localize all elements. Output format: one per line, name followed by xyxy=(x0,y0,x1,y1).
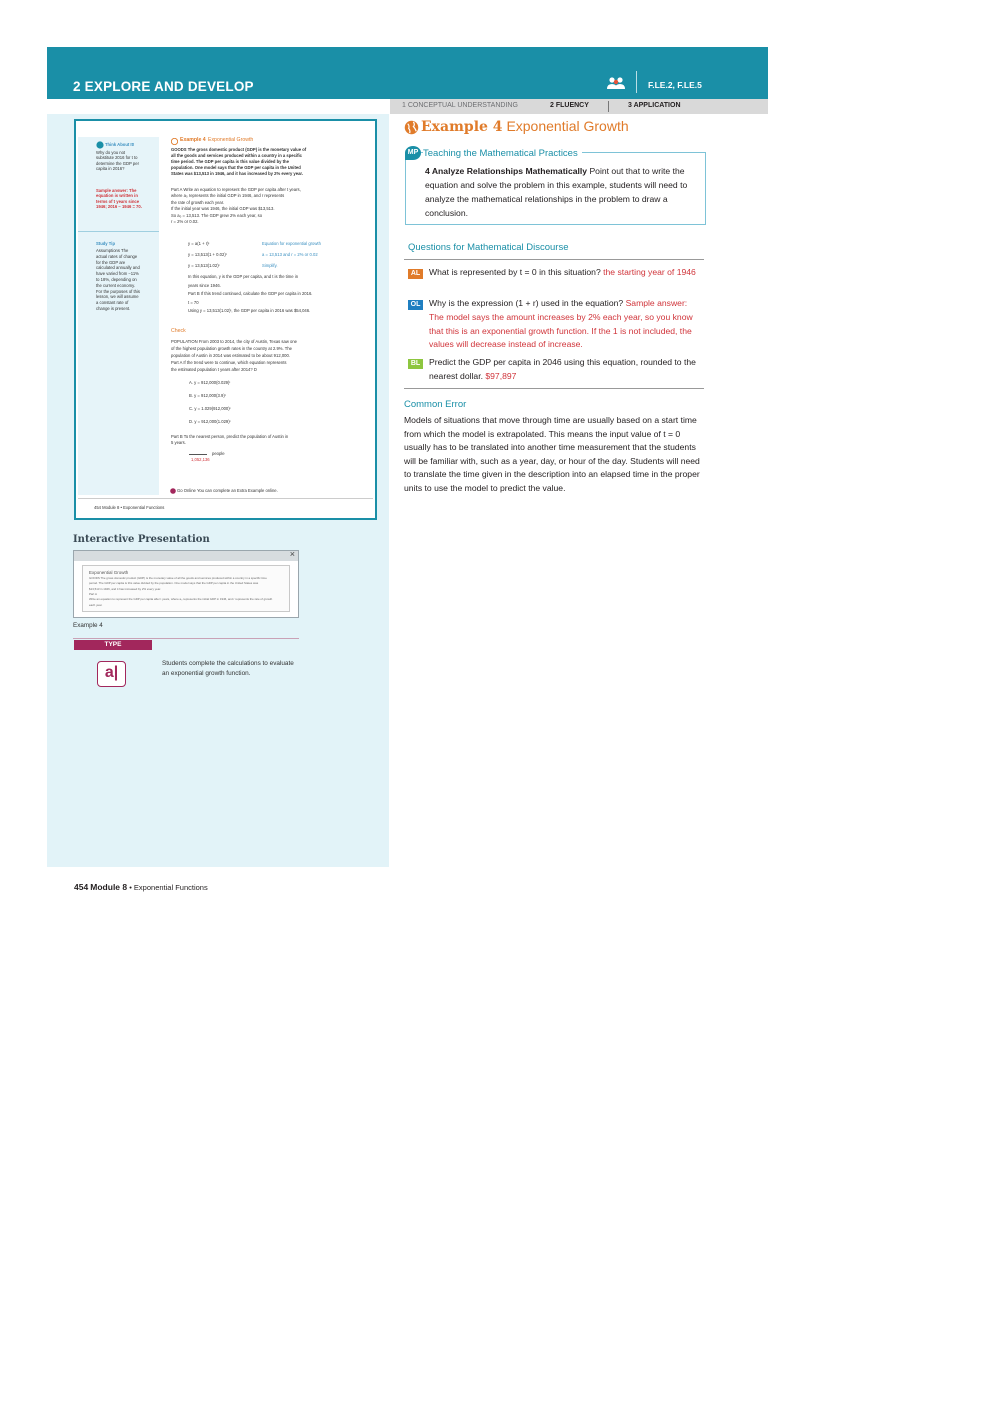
group-work-icon xyxy=(606,76,626,90)
level-application: 3 APPLICATION xyxy=(628,102,681,109)
go-online-text: Go Online You can complete an Extra Example online. xyxy=(177,488,278,493)
part-b-line: years since 1946. xyxy=(188,282,221,288)
footer-topic: • Exponential Functions xyxy=(129,883,208,892)
question-al-text: What is represented by t = 0 in this situation? xyxy=(429,267,604,277)
sidebar-divider xyxy=(78,231,159,232)
part-a-line: If the initial year was 1946, the initial GDP was $13,513. xyxy=(171,206,275,212)
ol-badge: OL xyxy=(408,300,423,310)
teaching-practices-text xyxy=(425,164,697,220)
thumb-footer-rule xyxy=(78,498,373,499)
study-line: For the purposes of this xyxy=(96,288,140,294)
equation-line: y = 13,513(1 + 0.02)ᵗ xyxy=(188,252,227,257)
question-bl xyxy=(429,356,704,384)
check-line: of the highest population growth rates in the country at 2.9%. The xyxy=(171,346,292,351)
discourse-bottom-rule xyxy=(404,388,704,389)
practice-name: 4 Analyze Relationships Mathematically xyxy=(425,166,588,176)
part-b-line: Part B If this trend continued, calculate the GDP per capita in 2016. xyxy=(188,291,313,297)
sample-line: equation is written in xyxy=(96,193,138,199)
study-line: have varied from −11% xyxy=(96,271,139,277)
standards-label: F.LE.2, F.LE.5 xyxy=(648,80,702,90)
question-bl-answer: $97,897 xyxy=(485,370,517,381)
footer-module: Module 8 xyxy=(90,882,128,892)
question-al-answer: the starting year of 1946 xyxy=(603,267,696,277)
header-divider xyxy=(636,71,637,93)
question-ol xyxy=(429,297,704,352)
study-line: to 18%, depending on xyxy=(96,277,137,282)
part-b-line: Using y = 13,513(1.02)ᵗ, the GDP per capita in 2016 was $54,046. xyxy=(188,308,311,314)
close-icon[interactable]: × xyxy=(289,549,295,559)
presentation-window-bar xyxy=(74,551,298,561)
check-title: Check xyxy=(171,328,186,334)
example-heading xyxy=(404,118,629,135)
discourse-top-rule xyxy=(404,259,704,260)
study-line: Assumptions The xyxy=(96,248,129,253)
slide-line: period. The GDP per capita is this value divided by the population. One model says that the GDP per capita in the United States was xyxy=(89,581,259,586)
answer-blank xyxy=(189,454,207,455)
thumb-example-label: Example 4 xyxy=(180,137,206,143)
think-line: determine the GDP per xyxy=(96,160,139,166)
think-line: substitute 2016 for t to xyxy=(96,155,138,161)
equation-note-line: Equation for exponential growth xyxy=(262,241,321,246)
text-entry-icon: a| xyxy=(97,661,126,687)
sample-line: 1946; 2016 − 1946 = 70. xyxy=(96,203,142,209)
think-title: Think About It! xyxy=(105,142,135,147)
check-line: population of Austin in 2014 was estimated to be about 912,000. xyxy=(171,353,290,358)
option-line: A. y = 912,000(0.029)ᵗ xyxy=(189,380,231,385)
goods-line: GOODS The gross domestic product (GDP) is the monetary value of xyxy=(171,147,307,152)
equation-line: y = 13,513(1.02)ᵗ xyxy=(188,263,220,268)
discourse-questions-title: Questions for Mathematical Discourse xyxy=(408,242,569,253)
part-a-line: r = 2% or 0.02. xyxy=(171,219,199,224)
sample-line: terms of t years since xyxy=(96,198,140,204)
study-line: for the GDP are xyxy=(96,259,126,265)
part-a-line: Part A Write an equation to represent the GDP per capita after t years, xyxy=(171,187,301,192)
check-b-line: 5 years. xyxy=(171,440,186,446)
people-label: people xyxy=(212,451,225,456)
level-fluency: 2 FLUENCY xyxy=(550,102,589,109)
study-line: actual rates of change xyxy=(96,253,138,259)
part-a-line: where a₀ represents the initial GDP in 1946, and r represents xyxy=(171,193,285,199)
bl-badge: BL xyxy=(408,359,423,369)
common-error-title: Common Error xyxy=(404,399,467,410)
example-name: Exponential Growth xyxy=(506,118,629,134)
think-line: capita in 2016? xyxy=(96,165,125,171)
slide-line: Part A xyxy=(89,591,97,596)
part-b-line: In this equation, y is the GDP per capita, and t is the time in xyxy=(188,274,299,279)
study-line: a constant rate of xyxy=(96,300,129,306)
question-ol-answer: Sample answer: The model says the amount increases by 2% each year, so you know that this is an exponential growth function. If the 1 is not included, the values will decrease instead of increase. xyxy=(429,298,693,350)
presentation-slide xyxy=(82,565,290,612)
example-label: Example 4 xyxy=(421,119,503,135)
slide-line: GOODS The gross domestic product (GDP) is the monetary value of all the goods and services produced within a country in a specific time xyxy=(89,576,267,580)
question-al xyxy=(429,266,704,280)
type-rule xyxy=(73,638,299,639)
think-icon xyxy=(96,141,104,149)
student-page-thumbnail xyxy=(74,119,377,520)
presentation-window[interactable] xyxy=(73,550,299,618)
option-line: B. y = 912,000(3.9)ᵗ xyxy=(189,393,226,398)
thumb-example-name: Exponential Growth xyxy=(208,137,254,143)
interactive-presentation-title: Interactive Presentation xyxy=(73,534,210,545)
level-strip xyxy=(390,99,768,114)
sample-line: Sample answer: The xyxy=(96,188,137,193)
option-line: D. y = 912,000(1.029)ᵗ xyxy=(189,419,231,424)
slide-line: Write an equation to represent the GDP per capita after t years, where a₀ represents the initial GDP in 1946, and r represents the rate of growth xyxy=(89,597,273,602)
section-title: 2 EXPLORE AND DEVELOP xyxy=(73,79,254,94)
part-a-line: So a₀ = 13,513. The GDP grew 2% each year, so xyxy=(171,212,263,218)
check-b-line: Part B To the nearest person, predict the population of Austin in xyxy=(171,434,289,439)
option-line: C. y = 1.029(912,000)ᵗ xyxy=(189,406,231,411)
goods-line: States was $13,513 in 1946, and it has increased by 2% every year. xyxy=(171,171,303,176)
people-answer: 1,052,136 xyxy=(191,457,210,462)
level-divider xyxy=(608,101,609,112)
study-tip-title: Study Tip xyxy=(96,241,115,246)
equation-line: y = a(1 + r)ᵗ xyxy=(188,241,210,246)
teaching-practices-title: Teaching the Mathematical Practices xyxy=(423,148,582,159)
thumb-footer: 454 Module 8 • Exponential Functions xyxy=(94,505,165,510)
mp-badge: MP xyxy=(405,146,421,160)
equation-note-line: Simplify. xyxy=(262,263,278,268)
check-line: the estimated population t years after 2014? D xyxy=(171,367,257,372)
type-description: Students complete the calculations to evaluate an exponential growth function. xyxy=(162,660,294,677)
study-line: the current economy. xyxy=(96,282,136,288)
slide-line: $13,513 in 1946, and it has increased by 2% every year. xyxy=(89,586,161,591)
al-badge: AL xyxy=(408,269,423,279)
presentation-caption: Example 4 xyxy=(73,622,103,629)
question-bl-text: Predict the GDP per capita in 2046 using this equation, rounded to the nearest dollar. xyxy=(429,357,696,381)
part-b-line: t = 70 xyxy=(188,299,199,305)
think-line: Why do you not xyxy=(96,150,126,155)
globe-icon-small xyxy=(171,138,178,145)
equation-note-line: a = 13,513 and r = 2% or 0.02 xyxy=(262,252,318,257)
practice-description: Point out that to write the equation and solve the problem in this example, students will need to analyze the mathematical relationships in the problem to draw a conclusion. xyxy=(425,166,688,218)
study-line: lesson, we will assume xyxy=(96,294,139,300)
page-number: 454 xyxy=(74,882,89,892)
goods-line: all the goods and services produced within a country in a specific xyxy=(171,153,303,158)
check-line: Part A If the trend were to continue, which equation represents xyxy=(171,360,287,365)
goods-line: population. One model says that the GDP per capita in the United xyxy=(171,165,301,170)
go-online-icon xyxy=(170,488,176,494)
level-conceptual: 1 CONCEPTUAL UNDERSTANDING xyxy=(402,102,518,109)
type-label: TYPE xyxy=(74,640,152,650)
page-footer xyxy=(74,882,208,892)
part-a-line: the rate of growth each year. xyxy=(171,199,225,205)
common-error-text: Models of situations that move through time are usually based on a start time from which the model is extrapolated. This means the input value of t = 0 usually has to be translated into another time measurement that the students will be familiar with, such as a year, day, or hour of the day. Students will need to translate the time given in the description into an elapsed time in the proper units to use the model to predict the value. xyxy=(404,415,700,493)
goods-line: time period. The GDP per capita is this value divided by the xyxy=(171,159,289,164)
slide-line: each year. xyxy=(89,602,103,607)
slide-heading: Exponential Growth xyxy=(89,570,129,575)
study-line: change is present. xyxy=(96,306,131,311)
question-ol-text: Why is the expression (1 + r) used in the equation? xyxy=(429,298,626,308)
check-line: POPULATION From 2003 to 2014, the city of Austin, Texas saw one xyxy=(171,339,297,344)
study-line: calculated annually and xyxy=(96,265,140,271)
